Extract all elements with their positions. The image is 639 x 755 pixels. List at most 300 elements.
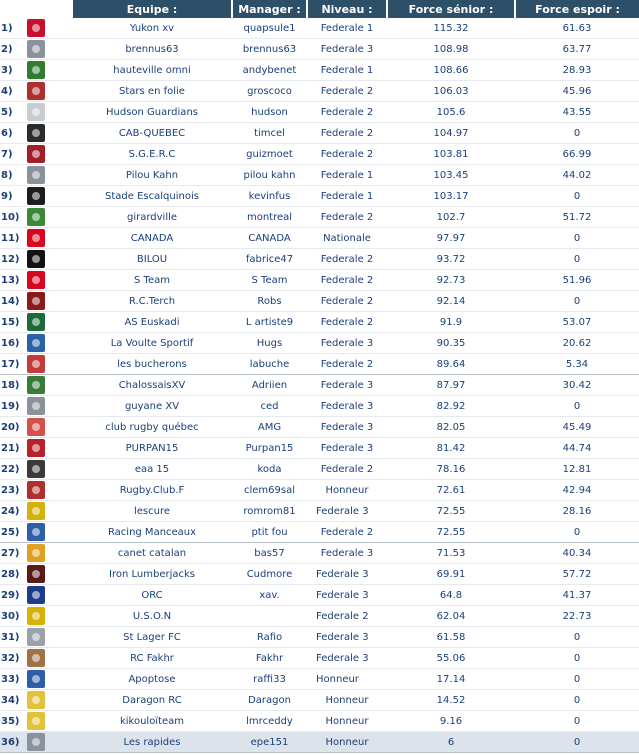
canada-flag-icon[interactable]	[27, 271, 45, 289]
manager-link[interactable]: pilou kahn	[232, 165, 307, 186]
table-row	[0, 333, 639, 354]
level-cell: Federale 1	[307, 60, 387, 81]
yellow-black-shield-icon[interactable]	[27, 502, 45, 520]
espoir-strength-cell: 57.72	[515, 564, 639, 585]
table-row	[0, 81, 639, 102]
red-maple-badge-icon[interactable]	[27, 19, 45, 37]
manager-link[interactable]	[232, 606, 307, 627]
espoir-strength-cell: 28.16	[515, 501, 639, 522]
team-name-link[interactable]: Iron Lumberjacks	[72, 564, 232, 585]
header-level[interactable]: Niveau :	[307, 0, 387, 18]
team-name-link[interactable]: S.G.E.R.C	[72, 144, 232, 165]
manager-link[interactable]: timcel	[232, 123, 307, 144]
senior-strength-cell: 6	[387, 732, 515, 753]
rank-cell: 25)	[0, 522, 22, 543]
team-name-link[interactable]: Daragon RC	[72, 690, 232, 711]
senior-strength-cell: 87.97	[387, 375, 515, 396]
table-row	[0, 501, 639, 522]
manager-link[interactable]: Robs	[232, 291, 307, 312]
espoir-strength-cell: 0	[515, 648, 639, 669]
red-black-cross-icon[interactable]	[27, 145, 45, 163]
level-cell: Federale 2	[307, 312, 387, 333]
dark-red-badge-icon[interactable]	[27, 565, 45, 583]
grey-crest-icon[interactable]	[27, 733, 45, 751]
bronze-figure-icon[interactable]	[27, 649, 45, 667]
espoir-strength-cell: 20.62	[515, 333, 639, 354]
rank-cell: 34)	[0, 690, 22, 711]
team-logo-cell	[22, 60, 72, 81]
level-cell: Federale 2	[307, 522, 387, 543]
header-blank	[0, 0, 72, 18]
manager-link[interactable]: raffi33	[232, 669, 307, 690]
team-name-link[interactable]: les bucherons	[72, 354, 232, 375]
manager-link[interactable]: fabrice47	[232, 249, 307, 270]
team-logo-cell	[22, 186, 72, 207]
manager-link[interactable]: Adriien	[232, 375, 307, 396]
espoir-strength-cell: 0	[515, 228, 639, 249]
table-row	[0, 690, 639, 711]
team-logo-cell	[22, 585, 72, 606]
team-name-link[interactable]: Hudson Guardians	[72, 102, 232, 123]
manager-link[interactable]: montreal	[232, 207, 307, 228]
senior-strength-cell: 90.35	[387, 333, 515, 354]
team-name-link[interactable]: AS Euskadi	[72, 312, 232, 333]
team-name-link[interactable]: CAB-QUEBEC	[72, 123, 232, 144]
team-logo-cell	[22, 312, 72, 333]
senior-strength-cell: 102.7	[387, 207, 515, 228]
rank-cell: 21)	[0, 438, 22, 459]
rank-cell: 14)	[0, 291, 22, 312]
espoir-strength-cell: 45.96	[515, 81, 639, 102]
team-name-link[interactable]: Stars en folie	[72, 81, 232, 102]
senior-strength-cell: 17.14	[387, 669, 515, 690]
green-white-crest-icon[interactable]	[27, 376, 45, 394]
team-logo-cell	[22, 417, 72, 438]
team-name-link[interactable]: CANADA	[72, 228, 232, 249]
senior-strength-cell: 14.52	[387, 690, 515, 711]
senior-strength-cell: 72.55	[387, 501, 515, 522]
dark-photo-icon[interactable]	[27, 460, 45, 478]
espoir-strength-cell: 0	[515, 123, 639, 144]
senior-strength-cell: 81.42	[387, 438, 515, 459]
espoir-strength-cell: 30.42	[515, 375, 639, 396]
manager-link[interactable]: andybenet	[232, 60, 307, 81]
team-logo-cell	[22, 690, 72, 711]
espoir-strength-cell: 45.49	[515, 417, 639, 438]
manager-link[interactable]: kevinfus	[232, 186, 307, 207]
table-row	[0, 585, 639, 606]
senior-strength-cell: 61.58	[387, 627, 515, 648]
team-logo-cell	[22, 165, 72, 186]
rank-cell: 32)	[0, 648, 22, 669]
team-name-link[interactable]: St Lager FC	[72, 627, 232, 648]
table-row	[0, 669, 639, 690]
manager-link[interactable]: L artiste9	[232, 312, 307, 333]
rank-cell: 27)	[0, 543, 22, 564]
senior-strength-cell: 72.61	[387, 480, 515, 501]
rank-cell: 29)	[0, 585, 22, 606]
level-cell: Federale 1	[307, 18, 387, 39]
team-name-link[interactable]: club rugby québec	[72, 417, 232, 438]
grey-crest-icon[interactable]	[27, 397, 45, 415]
senior-strength-cell: 92.14	[387, 291, 515, 312]
espoir-strength-cell: 0	[515, 711, 639, 732]
team-name-link[interactable]: brennus63	[72, 39, 232, 60]
table-row	[0, 543, 639, 564]
team-name-link[interactable]: Apoptose	[72, 669, 232, 690]
header-espoir[interactable]: Force espoir :	[515, 0, 639, 18]
manager-link[interactable]: Purpan15	[232, 438, 307, 459]
senior-strength-cell: 105.6	[387, 102, 515, 123]
team-logo-cell	[22, 207, 72, 228]
manager-link[interactable]: ced	[232, 396, 307, 417]
espoir-strength-cell: 51.72	[515, 207, 639, 228]
senior-strength-cell: 108.98	[387, 39, 515, 60]
senior-strength-cell: 9.16	[387, 711, 515, 732]
manager-link[interactable]: lmrceddy	[232, 711, 307, 732]
level-cell: Honneur	[307, 669, 387, 690]
table-row	[0, 417, 639, 438]
table-row	[0, 648, 639, 669]
manager-link[interactable]: AMG	[232, 417, 307, 438]
table-row	[0, 123, 639, 144]
table-row	[0, 522, 639, 543]
table-row	[0, 165, 639, 186]
table-row	[0, 375, 639, 396]
basque-cross-icon[interactable]	[27, 313, 45, 331]
team-name-link[interactable]: RC Fakhr	[72, 648, 232, 669]
level-cell: Honneur	[307, 690, 387, 711]
manager-link[interactable]: guizmoet	[232, 144, 307, 165]
team-name-link[interactable]: Pilou Kahn	[72, 165, 232, 186]
espoir-strength-cell: 40.34	[515, 543, 639, 564]
level-cell: Nationale	[307, 228, 387, 249]
level-cell: Federale 1	[307, 186, 387, 207]
team-name-link[interactable]: lescure	[72, 501, 232, 522]
header-team[interactable]: Equipe :	[72, 0, 232, 18]
level-cell: Federale 2	[307, 102, 387, 123]
rank-cell: 1)	[0, 18, 22, 39]
espoir-strength-cell: 51.96	[515, 270, 639, 291]
team-logo-cell	[22, 564, 72, 585]
team-logo-cell	[22, 459, 72, 480]
yellow-lily-icon[interactable]	[27, 712, 45, 730]
rank-cell: 16)	[0, 333, 22, 354]
team-logo-cell	[22, 606, 72, 627]
green-block-icon[interactable]	[27, 61, 45, 79]
rank-cell: 15)	[0, 312, 22, 333]
table-row	[0, 291, 639, 312]
espoir-strength-cell: 28.93	[515, 60, 639, 81]
senior-strength-cell: 108.66	[387, 60, 515, 81]
team-name-link[interactable]: PURPAN15	[72, 438, 232, 459]
yellow-lily-icon[interactable]	[27, 691, 45, 709]
manager-link[interactable]: Hugs	[232, 333, 307, 354]
level-cell: Federale 3	[307, 501, 387, 522]
senior-strength-cell: 104.97	[387, 123, 515, 144]
table-row	[0, 396, 639, 417]
espoir-strength-cell: 0	[515, 732, 639, 753]
team-logo-cell	[22, 648, 72, 669]
table-row	[0, 711, 639, 732]
espoir-strength-cell: 63.77	[515, 39, 639, 60]
espoir-strength-cell: 42.94	[515, 480, 639, 501]
team-name-link[interactable]: Stade Escalquinois	[72, 186, 232, 207]
senior-strength-cell: 82.05	[387, 417, 515, 438]
senior-strength-cell: 82.92	[387, 396, 515, 417]
table-row	[0, 270, 639, 291]
team-logo-cell	[22, 291, 72, 312]
table-row	[0, 606, 639, 627]
rank-cell: 7)	[0, 144, 22, 165]
table-row	[0, 732, 639, 753]
ffr-rooster-icon[interactable]	[27, 523, 45, 541]
manager-link[interactable]: groscoco	[232, 81, 307, 102]
team-name-link[interactable]: hauteville omni	[72, 60, 232, 81]
team-name-link[interactable]: Yukon xv	[72, 18, 232, 39]
espoir-strength-cell: 0	[515, 522, 639, 543]
level-cell: Federale 2	[307, 291, 387, 312]
grey-crest-icon[interactable]	[27, 40, 45, 58]
table-row	[0, 312, 639, 333]
level-cell: Federale 3	[307, 333, 387, 354]
team-name-link[interactable]: Racing Manceaux	[72, 522, 232, 543]
senior-strength-cell: 71.53	[387, 543, 515, 564]
table-row	[0, 102, 639, 123]
espoir-strength-cell: 41.37	[515, 585, 639, 606]
senior-strength-cell: 91.9	[387, 312, 515, 333]
rank-cell: 31)	[0, 627, 22, 648]
table-row	[0, 228, 639, 249]
table-row	[0, 354, 639, 375]
espoir-strength-cell: 0	[515, 690, 639, 711]
blue-wave-icon[interactable]	[27, 334, 45, 352]
catalan-shield-icon[interactable]	[27, 544, 45, 562]
espoir-strength-cell: 0	[515, 249, 639, 270]
table-row	[0, 459, 639, 480]
maple-mascot-icon[interactable]	[27, 82, 45, 100]
manager-link[interactable]: Cudmore	[232, 564, 307, 585]
level-cell: Honneur	[307, 711, 387, 732]
toulouse-badge-icon[interactable]	[27, 187, 45, 205]
team-name-link[interactable]: Rugby.Club.F	[72, 480, 232, 501]
senior-strength-cell: 72.55	[387, 522, 515, 543]
rank-cell: 23)	[0, 480, 22, 501]
team-logo-cell	[22, 39, 72, 60]
senior-strength-cell: 106.03	[387, 81, 515, 102]
team-name-link[interactable]: La Voulte Sportif	[72, 333, 232, 354]
table-row	[0, 627, 639, 648]
senior-strength-cell: 97.97	[387, 228, 515, 249]
rank-cell: 22)	[0, 459, 22, 480]
espoir-strength-cell: 61.63	[515, 18, 639, 39]
team-logo-cell	[22, 438, 72, 459]
manager-link[interactable]: Rafio	[232, 627, 307, 648]
level-cell: Federale 3	[307, 585, 387, 606]
table-row	[0, 249, 639, 270]
ranking-header	[0, 0, 639, 18]
level-cell: Federale 3	[307, 39, 387, 60]
table-row	[0, 207, 639, 228]
table-row	[0, 564, 639, 585]
level-cell: Federale 2	[307, 249, 387, 270]
espoir-strength-cell: 12.81	[515, 459, 639, 480]
team-name-link[interactable]: S Team	[72, 270, 232, 291]
manager-link[interactable]: epe151	[232, 732, 307, 753]
espoir-strength-cell: 22.73	[515, 606, 639, 627]
white-shield-icon[interactable]	[27, 103, 45, 121]
rank-cell: 33)	[0, 669, 22, 690]
rank-cell: 20)	[0, 417, 22, 438]
team-logo-cell	[22, 270, 72, 291]
table-row	[0, 438, 639, 459]
red-white-circle-icon[interactable]	[27, 355, 45, 373]
level-cell: Federale 3	[307, 438, 387, 459]
level-cell: Federale 2	[307, 207, 387, 228]
black-white-crest-icon[interactable]	[27, 124, 45, 142]
team-name-link[interactable]: eaa 15	[72, 459, 232, 480]
table-row	[0, 60, 639, 81]
team-name-link[interactable]: girardville	[72, 207, 232, 228]
header-senior[interactable]: Force sénior :	[387, 0, 515, 18]
manager-link[interactable]: Fakhr	[232, 648, 307, 669]
senior-strength-cell: 55.06	[387, 648, 515, 669]
rank-cell: 12)	[0, 249, 22, 270]
senior-strength-cell: 103.45	[387, 165, 515, 186]
level-cell: Federale 3	[307, 417, 387, 438]
level-cell: Federale 2	[307, 606, 387, 627]
team-name-link[interactable]: guyane XV	[72, 396, 232, 417]
team-name-link[interactable]: BILOU	[72, 249, 232, 270]
black-fern-icon[interactable]	[27, 250, 45, 268]
team-logo-cell	[22, 627, 72, 648]
senior-strength-cell: 89.64	[387, 354, 515, 375]
manager-link[interactable]: CANADA	[232, 228, 307, 249]
level-cell: Federale 3	[307, 543, 387, 564]
grey-crest-icon[interactable]	[27, 166, 45, 184]
espoir-strength-cell: 44.02	[515, 165, 639, 186]
level-cell: Federale 2	[307, 144, 387, 165]
team-name-link[interactable]: ChalossaisXV	[72, 375, 232, 396]
espoir-strength-cell: 44.74	[515, 438, 639, 459]
senior-strength-cell: 92.73	[387, 270, 515, 291]
canada-flag-icon[interactable]	[27, 229, 45, 247]
team-logo-cell	[22, 501, 72, 522]
manager-link[interactable]: brennus63	[232, 39, 307, 60]
level-cell: Federale 2	[307, 81, 387, 102]
maple-mascot-icon[interactable]	[27, 481, 45, 499]
senior-strength-cell: 69.91	[387, 564, 515, 585]
level-cell: Honneur	[307, 732, 387, 753]
rank-cell: 2)	[0, 39, 22, 60]
team-logo-cell	[22, 18, 72, 39]
manager-link[interactable]: quapsule1	[232, 18, 307, 39]
team-logo-cell	[22, 333, 72, 354]
rank-cell: 18)	[0, 375, 22, 396]
manager-link[interactable]: Daragon	[232, 690, 307, 711]
manager-link[interactable]: ptit fou	[232, 522, 307, 543]
red-maple-icon[interactable]	[27, 439, 45, 457]
manager-link[interactable]: koda	[232, 459, 307, 480]
team-name-link[interactable]: Les rapides	[72, 732, 232, 753]
level-cell: Honneur	[307, 480, 387, 501]
team-logo-cell	[22, 249, 72, 270]
rank-cell: 17)	[0, 354, 22, 375]
header-manager[interactable]: Manager :	[232, 0, 307, 18]
ffr-rooster-icon[interactable]	[27, 670, 45, 688]
level-cell: Federale 3	[307, 648, 387, 669]
espoir-strength-cell: 5.34	[515, 354, 639, 375]
manager-link[interactable]: hudson	[232, 102, 307, 123]
blue-ball-icon[interactable]	[27, 586, 45, 604]
level-cell: Federale 2	[307, 270, 387, 291]
ball-sketch-icon[interactable]	[27, 628, 45, 646]
manager-link[interactable]: bas57	[232, 543, 307, 564]
team-logo-cell	[22, 144, 72, 165]
team-logo-cell	[22, 732, 72, 753]
team-logo-cell	[22, 522, 72, 543]
level-cell: Federale 2	[307, 459, 387, 480]
rank-cell: 9)	[0, 186, 22, 207]
team-name-link[interactable]: U.S.O.N	[72, 606, 232, 627]
espoir-strength-cell: 43.55	[515, 102, 639, 123]
manager-link[interactable]: romrom81	[232, 501, 307, 522]
team-logo-cell	[22, 102, 72, 123]
rank-cell: 19)	[0, 396, 22, 417]
team-name-link[interactable]: canet catalan	[72, 543, 232, 564]
manager-link[interactable]: clem69sal	[232, 480, 307, 501]
team-name-link[interactable]: kikouloïteam	[72, 711, 232, 732]
toulon-badge-icon[interactable]	[27, 292, 45, 310]
rank-cell: 30)	[0, 606, 22, 627]
team-logo-cell	[22, 123, 72, 144]
level-cell: Federale 3	[307, 396, 387, 417]
senior-strength-cell: 103.17	[387, 186, 515, 207]
level-cell: Federale 2	[307, 123, 387, 144]
team-name-link[interactable]: ORC	[72, 585, 232, 606]
team-logo-cell	[22, 396, 72, 417]
senior-strength-cell: 64.8	[387, 585, 515, 606]
level-cell: Federale 3	[307, 564, 387, 585]
table-row	[0, 480, 639, 501]
espoir-strength-cell: 66.99	[515, 144, 639, 165]
team-logo-cell	[22, 228, 72, 249]
rank-cell: 11)	[0, 228, 22, 249]
rank-cell: 4)	[0, 81, 22, 102]
team-logo-cell	[22, 354, 72, 375]
espoir-strength-cell: 53.07	[515, 312, 639, 333]
table-row	[0, 186, 639, 207]
manager-link[interactable]: xav.	[232, 585, 307, 606]
red-check-icon[interactable]	[27, 418, 45, 436]
senior-strength-cell: 115.32	[387, 18, 515, 39]
ranking-body	[0, 18, 639, 753]
manager-link[interactable]: labuche	[232, 354, 307, 375]
senior-strength-cell: 103.81	[387, 144, 515, 165]
green-emblem-icon[interactable]	[27, 208, 45, 226]
table-row	[0, 18, 639, 39]
manager-link[interactable]: S Team	[232, 270, 307, 291]
rank-cell: 3)	[0, 60, 22, 81]
level-cell: Federale 3	[307, 627, 387, 648]
rank-cell: 35)	[0, 711, 22, 732]
team-name-link[interactable]: R.C.Terch	[72, 291, 232, 312]
level-cell: Federale 3	[307, 375, 387, 396]
senior-strength-cell: 62.04	[387, 606, 515, 627]
table-row	[0, 144, 639, 165]
yellow-black-shield-icon[interactable]	[27, 607, 45, 625]
rank-cell: 10)	[0, 207, 22, 228]
